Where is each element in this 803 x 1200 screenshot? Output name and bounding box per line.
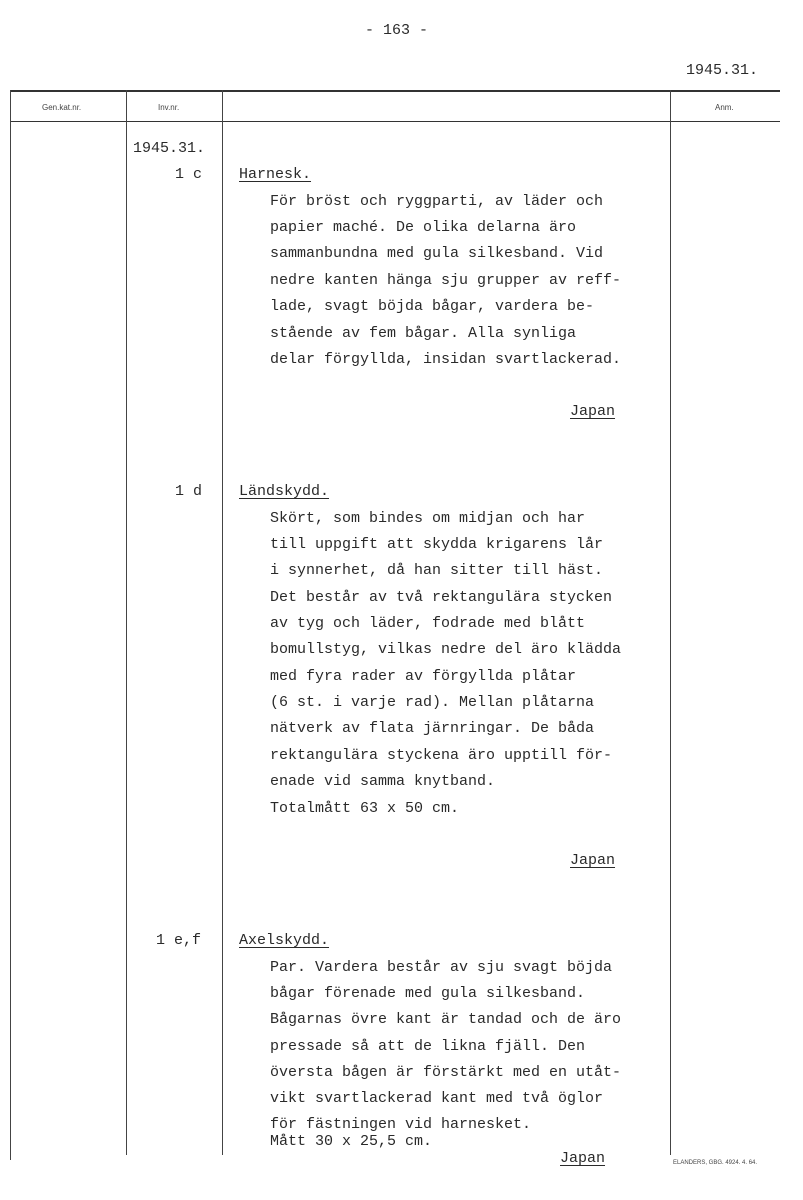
entry-text-line: med fyra rader av förgyllda plåtar (270, 668, 577, 685)
entry-text-line: pressade så att de likna fjäll. Den (270, 1038, 586, 1055)
entry-text-line: (6 st. i varje rad). Mellan plåtarna (270, 694, 595, 711)
entry-text-line: Skört, som bindes om midjan och har (270, 510, 586, 527)
column-divider-anm (670, 90, 671, 1155)
document-reference: 1945.31. (686, 62, 759, 79)
entry-text-line: nedre kanten hänga sju grupper av reff- (270, 272, 622, 289)
entry-text-line: Bågarnas övre kant är tandad och de äro (270, 1011, 622, 1028)
entry-origin: Japan (570, 852, 616, 869)
entry-text-line: till uppgift att skydda krigarens lår (270, 536, 604, 553)
entry-origin: Japan (560, 1150, 606, 1167)
entry-text-line: nätverk av flata järnringar. De båda (270, 720, 595, 737)
inventory-number: 1 c (175, 166, 203, 183)
entry-text-line: översta bågen är förstärkt med en utåt- (270, 1064, 622, 1081)
entry-text-line: rektangulära styckena äro upptill för- (270, 747, 613, 764)
entry-text-line: lade, svagt böjda bågar, vardera be- (270, 298, 595, 315)
entry-text-line: sammanbundna med gula silkesband. Vid (270, 245, 604, 262)
entry-text-line: vikt svartlackerad kant med två öglor (270, 1090, 604, 1107)
printer-mark: ELANDERS, GBG. 4924. 4. 64. (673, 1160, 758, 1166)
entry-text-line: Mått 30 x 25,5 cm. (270, 1133, 433, 1150)
entry-origin: Japan (570, 403, 616, 420)
entry-text-line: av tyg och läder, fodrade med blått (270, 615, 586, 632)
entry-text-line: Det består av två rektangulära stycken (270, 589, 613, 606)
column-divider-inv (126, 90, 127, 1155)
entry-title: Axelskydd. (239, 932, 330, 949)
entry-title: Ländskydd. (239, 483, 330, 500)
header-inv-nr: Inv.nr. (158, 103, 180, 112)
entry-text-line: Totalmått 63 x 50 cm. (270, 800, 460, 817)
entry-text-line: i synnerhet, då han sitter till häst. (270, 562, 604, 579)
entry-text-line: bomullstyg, vilkas nedre del äro klädda (270, 641, 622, 658)
entry-text-line: papier maché. De olika delarna äro (270, 219, 577, 236)
entry-title: Harnesk. (239, 166, 312, 183)
entry-text-line: För bröst och ryggparti, av läder och (270, 193, 604, 210)
column-divider-desc (222, 90, 223, 1155)
entry-text-line: delar förgyllda, insidan svartlackerad. (270, 351, 622, 368)
entry-text-line: bågar förenade med gula silkesband. (270, 985, 586, 1002)
entry-text-line: enade vid samma knytband. (270, 773, 496, 790)
entry-text-line: stående av fem bågar. Alla synliga (270, 325, 577, 342)
page-number: - 163 - (365, 22, 429, 39)
header-gen-kat-nr: Gen.kat.nr. (42, 103, 82, 112)
group-number: 1945.31. (133, 140, 206, 157)
column-divider-left (10, 90, 11, 1160)
inventory-number: 1 e,f (156, 932, 202, 949)
entry-text-line: Par. Vardera består av sju svagt böjda (270, 959, 613, 976)
inventory-number: 1 d (175, 483, 203, 500)
header-anm: Anm. (715, 103, 734, 112)
entry-text-line: för fästningen vid harnesket. (270, 1116, 532, 1133)
